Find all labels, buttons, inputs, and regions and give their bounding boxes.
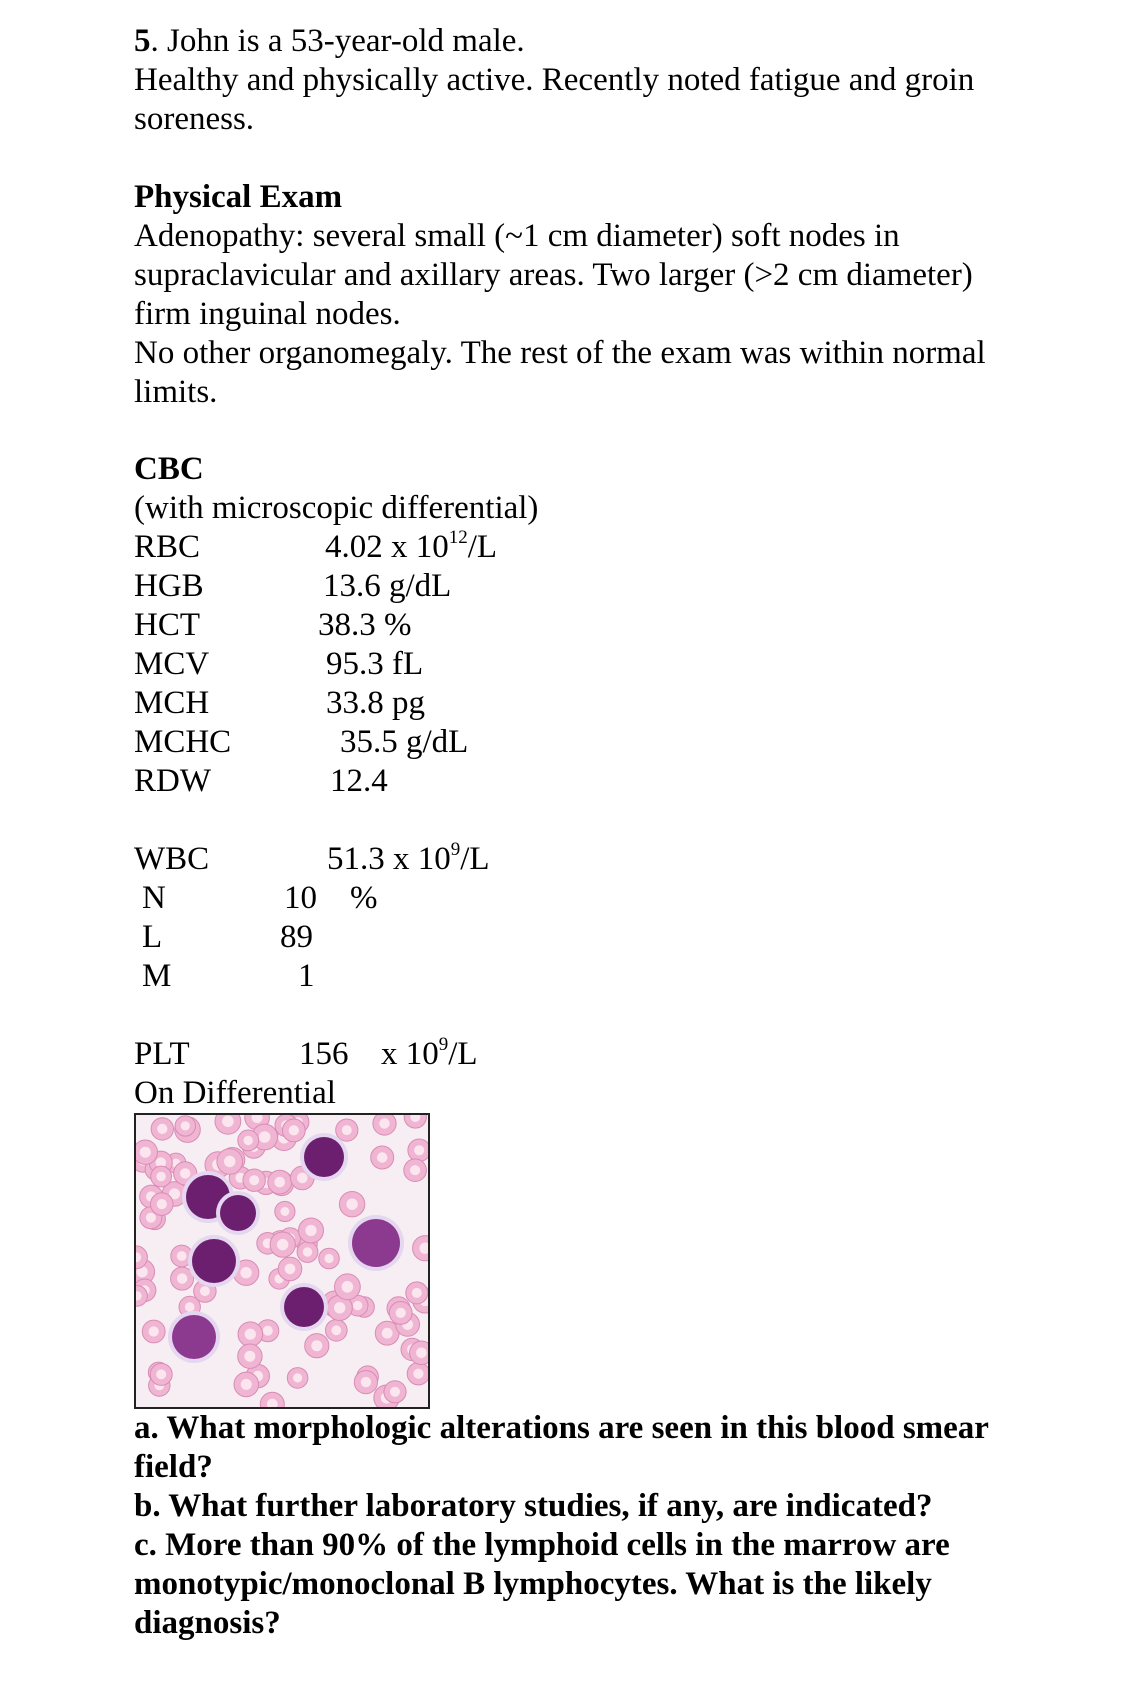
red-blood-cell-pallor <box>390 1387 400 1397</box>
red-blood-cell-pallor <box>396 1308 406 1318</box>
red-blood-cell-pallor <box>361 1377 371 1387</box>
red-blood-cell-pallor <box>311 1340 322 1351</box>
mchc-label: MCHC <box>134 724 232 760</box>
blood-smear-illustration <box>136 1115 428 1407</box>
red-blood-cell-pallor <box>177 1273 187 1283</box>
smudge-cell <box>352 1219 400 1267</box>
red-blood-cell-pallor <box>200 1286 210 1296</box>
hct-value: 38.3 % <box>318 607 412 643</box>
diff-l-label: L <box>142 919 163 955</box>
mch-label: MCH <box>134 685 210 721</box>
smudge-cell <box>172 1315 216 1359</box>
red-blood-cell-pallor <box>342 1281 354 1293</box>
physical-exam-heading: Physical Exam <box>134 179 343 215</box>
red-blood-cell-pallor <box>379 1118 389 1128</box>
hgb-label: HGB <box>134 568 204 604</box>
rbc-exponent: 12 <box>448 527 468 548</box>
plt-label: PLT <box>134 1036 190 1072</box>
wbc-exponent: 9 <box>450 839 461 860</box>
history-line-1: Healthy and physically active. Recently noted fatigue and groin <box>134 62 975 98</box>
red-blood-cell-pallor <box>181 1121 190 1130</box>
red-blood-cell-pallor <box>149 1326 159 1336</box>
case-intro: . John is a 53-year-old male. <box>150 23 525 59</box>
diff-n-unit: % <box>350 880 378 916</box>
red-blood-cell-pallor <box>324 1254 333 1263</box>
history-line-2: soreness. <box>134 101 255 137</box>
plt-value: 156 <box>299 1036 349 1072</box>
red-blood-cell-pallor <box>224 1156 235 1167</box>
red-blood-cell-pallor <box>157 1124 167 1134</box>
plt-exponent: 9 <box>438 1034 449 1055</box>
blood-smear-image <box>134 1113 430 1409</box>
red-blood-cell-pallor <box>263 1326 273 1336</box>
hgb-value: 13.6 g/dL <box>323 568 452 604</box>
lymphocyte-nucleus <box>192 1239 236 1283</box>
rbc-label: RBC <box>134 529 201 565</box>
rdw-value: 12.4 <box>330 763 388 799</box>
physical-exam-line: firm inguinal nodes. <box>134 296 401 332</box>
red-blood-cell-pallor <box>414 1145 424 1155</box>
physical-exam-line: No other organomegaly. The rest of the exam was within normal <box>134 335 986 371</box>
mcv-value: 95.3 fL <box>326 646 424 682</box>
red-blood-cell-pallor <box>334 1302 345 1313</box>
question-a-line-1: a. What morphologic alterations are seen in this blood smear <box>134 1410 989 1446</box>
red-blood-cell-pallor <box>274 1177 285 1188</box>
diff-n-label: N <box>142 880 166 916</box>
red-blood-cell-pallor <box>259 1131 271 1143</box>
physical-exam-line: limits. <box>134 374 218 410</box>
wbc-label: WBC <box>134 841 210 877</box>
lymphocyte-nucleus <box>220 1195 256 1231</box>
red-blood-cell-pallor <box>280 1207 289 1216</box>
mch-value: 33.8 pg <box>326 685 425 721</box>
red-blood-cell-pallor <box>140 1147 151 1158</box>
hct-label: HCT <box>134 607 200 643</box>
diff-m-label: M <box>142 958 172 994</box>
diff-l-value: 89 <box>280 919 313 955</box>
mchc-value: 35.5 g/dL <box>340 724 469 760</box>
red-blood-cell-pallor <box>185 1302 195 1312</box>
red-blood-cell-pallor <box>241 1379 252 1390</box>
red-blood-cell-pallor <box>244 1136 253 1145</box>
question-c-line-2: monotypic/monoclonal B lymphocytes. What is the likely <box>134 1566 932 1602</box>
red-blood-cell-pallor <box>410 1165 420 1175</box>
red-blood-cell-pallor <box>416 1348 427 1359</box>
red-blood-cell-pallor <box>342 1125 352 1135</box>
red-blood-cell-pallor <box>146 1213 156 1223</box>
red-blood-cell-pallor <box>244 1351 255 1362</box>
red-blood-cell-pallor <box>303 1247 312 1256</box>
red-blood-cell-pallor <box>177 1251 187 1261</box>
red-blood-cell-pallor <box>382 1328 393 1339</box>
red-blood-cell-pallor <box>297 1173 308 1184</box>
red-blood-cell-pallor <box>293 1373 302 1382</box>
red-blood-cell-pallor <box>156 1369 166 1379</box>
red-blood-cell-pallor <box>240 1267 251 1278</box>
red-blood-cell-pallor <box>156 1172 165 1181</box>
case-intro-line <box>134 22 525 61</box>
question-b: b. What further laboratory studies, if any, are indicated? <box>134 1488 933 1524</box>
rbc-value: 4.02 x $10^{12}/L$ <box>325 527 498 565</box>
cbc-heading: CBC <box>134 451 204 487</box>
physical-exam-line: Adenopathy: several small (~1 cm diameter) soft nodes in <box>134 218 900 254</box>
mcv-label: MCV <box>134 646 210 682</box>
cbc-subheading: (with microscopic differential) <box>134 490 539 526</box>
diff-m-value: 1 <box>298 958 315 994</box>
red-blood-cell-pallor <box>413 1369 423 1379</box>
red-blood-cell-pallor <box>222 1116 234 1128</box>
red-blood-cell-pallor <box>305 1225 316 1236</box>
plt-unit: x $10^9/L$ <box>381 1034 478 1072</box>
red-blood-cell-pallor <box>346 1199 357 1210</box>
rdw-label: RDW <box>134 763 211 799</box>
case-number: 5 <box>134 23 151 59</box>
on-differential-label: On Differential <box>134 1075 336 1111</box>
red-blood-cell-pallor <box>377 1152 387 1162</box>
red-blood-cell-pallor <box>331 1325 341 1335</box>
red-blood-cell-pallor <box>157 1199 167 1209</box>
question-a-line-2: field? <box>134 1449 213 1485</box>
diff-n-value: 10 <box>284 880 317 916</box>
red-blood-cell-pallor <box>285 1264 296 1275</box>
physical-exam-line: supraclavicular and axillary areas. Two larger (>2 cm diameter) <box>134 257 973 293</box>
question-c-line-3: diagnosis? <box>134 1605 281 1641</box>
red-blood-cell-pallor <box>249 1175 259 1185</box>
red-blood-cell-pallor <box>353 1301 362 1310</box>
lymphocyte-nucleus <box>304 1137 344 1177</box>
question-c-line-1: c. More than 90% of the lymphoid cells in the marrow are <box>134 1527 950 1563</box>
wbc-value: 51.3 x $10^9/L$ <box>327 839 490 877</box>
red-blood-cell-pallor <box>289 1125 299 1135</box>
red-blood-cell-pallor <box>277 1239 288 1250</box>
lymphocyte-nucleus <box>284 1287 324 1327</box>
red-blood-cell-pallor <box>412 1288 422 1298</box>
red-blood-cell-pallor <box>180 1168 190 1178</box>
red-blood-cell-pallor <box>245 1329 256 1340</box>
